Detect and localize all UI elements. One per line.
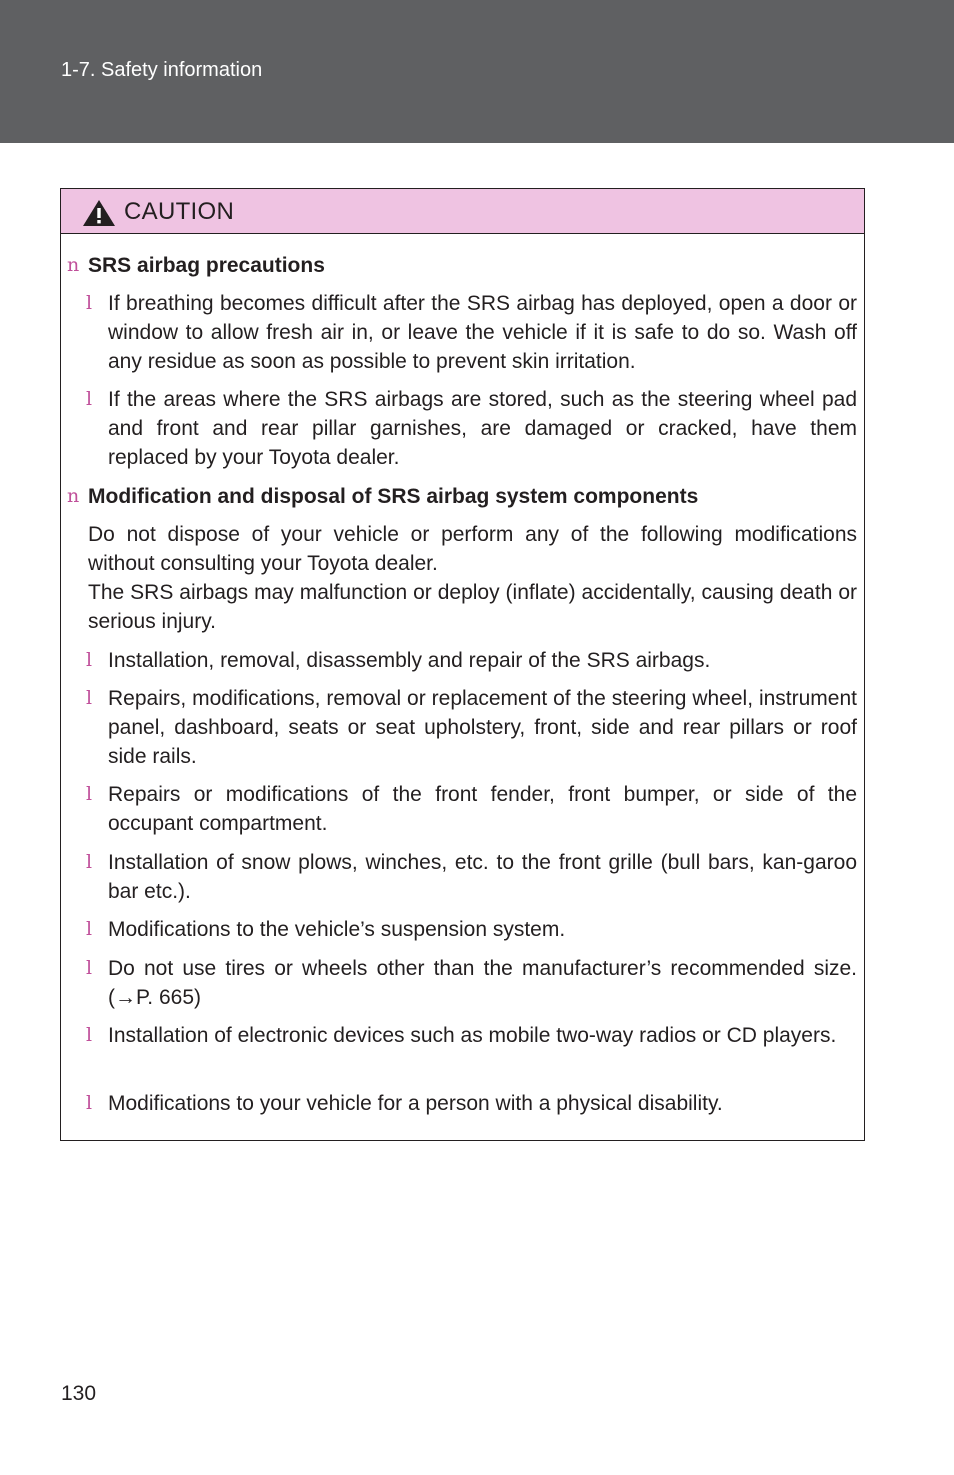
section-bullet: n (67, 485, 80, 507)
item-bullet: l (86, 783, 93, 805)
intro-paragraph: The SRS airbags may malfunction or deploy (inflate) accidentally, causing death or serious injury. (88, 581, 857, 633)
caution-header (61, 189, 864, 234)
intro-paragraph: Do not dispose of your vehicle or perform any of the following modifications without consulting your Toyota dealer. (88, 523, 857, 575)
section-heading-modification-disposal: Modification and disposal of SRS airbag system components (88, 485, 699, 508)
list-item: Repairs, modifications, removal or replacement of the steering wheel, instrument panel, dashboard, seats or seat upholstery, front, side and rear pillars or roof side rails. (108, 687, 857, 768)
section-bullet: n (67, 254, 80, 276)
item-bullet: l (86, 649, 93, 671)
warning-triangle-icon (82, 199, 116, 227)
list-item: If the areas where the SRS airbags are stored, such as the steering wheel pad and front and rear pillar garnishes, are damaged or cracked, have them replaced by your Toyota dealer. (108, 388, 857, 469)
item-bullet: l (86, 687, 93, 709)
item-bullet: l (86, 292, 93, 314)
list-item: Installation of snow plows, winches, etc. to the front grille (bull bars, kan-garoo bar etc.). (108, 851, 857, 903)
section-title: 1-7. Safety information (61, 59, 263, 81)
list-item: Repairs or modifications of the front fender, front bumper, or side of the occupant compartment. (108, 783, 857, 835)
item-bullet: l (86, 851, 93, 873)
item-bullet: l (86, 1024, 93, 1046)
item-bullet: l (86, 957, 93, 979)
caution-label: CAUTION (124, 198, 235, 225)
list-item: Do not use tires or wheels other than the manufacturer’s recommended size. (→P. 665) (108, 957, 857, 1009)
list-item: Installation, removal, disassembly and repair of the SRS airbags. (108, 649, 711, 672)
item-bullet: l (86, 388, 93, 410)
list-item: Modifications to the vehicle’s suspension system. (108, 918, 566, 941)
list-item: If breathing becomes difficult after the SRS airbag has deployed, open a door or window to allow fresh air in, or leave the vehicle if it is safe to do so. Wash off any residue as soon as possible to prevent skin irritation. (108, 292, 857, 373)
caution-box (60, 188, 865, 1141)
section-heading-srs-airbag-precautions: SRS airbag precautions (88, 254, 325, 277)
item-bullet: l (86, 1092, 93, 1114)
item-bullet: l (86, 918, 93, 940)
list-item: Modifications to your vehicle for a person with a physical disability. (108, 1092, 723, 1115)
list-item: Installation of electronic devices such as mobile two-way radios or CD players. (108, 1024, 837, 1047)
page-number: 130 (61, 1382, 97, 1405)
header-band (0, 0, 954, 143)
